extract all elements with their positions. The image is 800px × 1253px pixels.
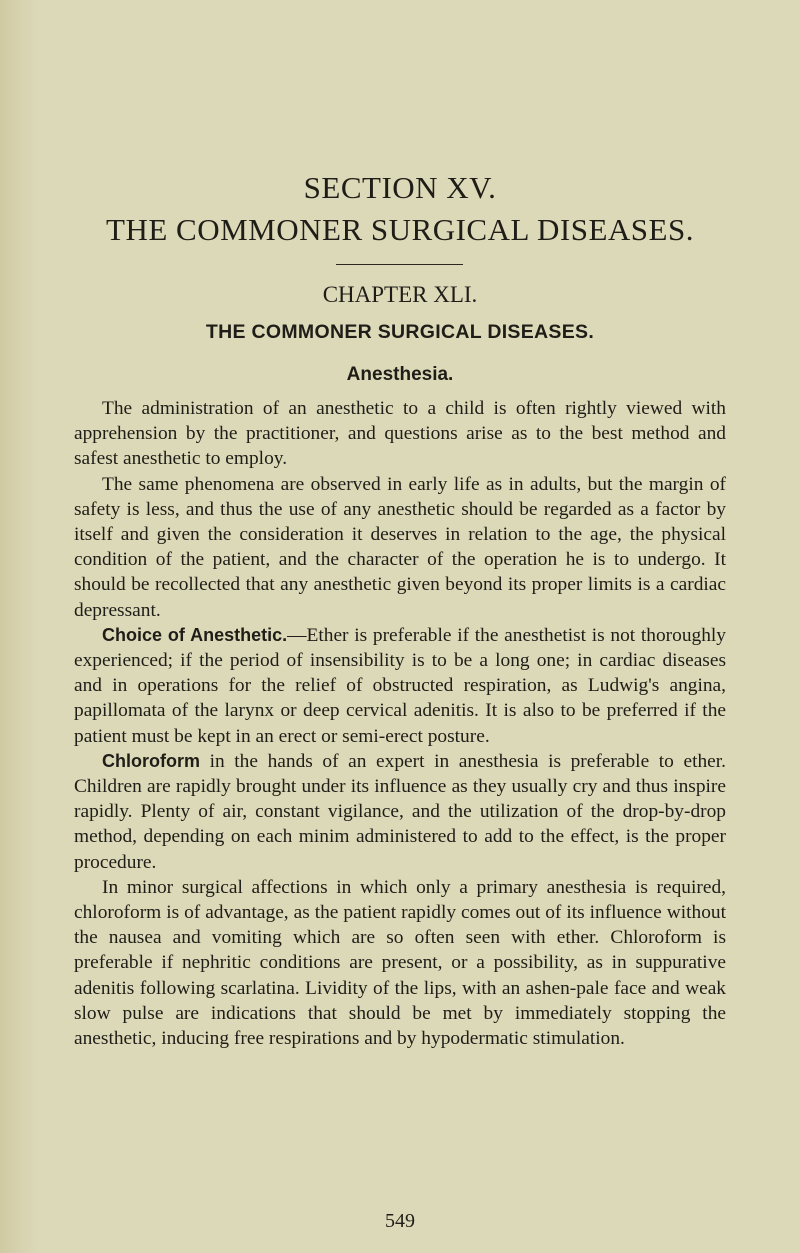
topic-heading: Anesthesia. [346, 364, 454, 385]
paragraph-text: The same phenomena are observed in early life as in adults, but the margin of safety is less, and thus the use of any anesthetic should be regarded as a factor by itself and given the consideration it deserves in relation to the age, the physical condition of the patient, and the character of the operation he is to undergo. It should be recollected that any anesthetic given beyond its proper limits is a cardiac depressant. [74, 473, 726, 621]
paragraph-2 [74, 472, 726, 623]
divider-rule [336, 264, 463, 265]
paragraph-4 [74, 749, 726, 875]
paragraph-1 [74, 396, 726, 472]
body-text [74, 396, 726, 1051]
section-heading: SECTION XV. [303, 170, 497, 205]
paragraph-text: The administration of an anesthetic to a child is often rightly viewed with apprehension by the practitioner, and questions arise as to the best method and safest anesthetic to employ. [74, 398, 726, 470]
paragraph-text: in the hands of an expert in anesthesia is preferable to ether. Children are rapidly brought under its influence as they usually cry and thus inspire rapidly. Plenty of air, constant vigilance, and the utilization of the drop-by-drop method, depending on each minim administered to add to the effect, is the proper procedure. [74, 750, 726, 873]
chapter-heading: CHAPTER XLI. [322, 282, 478, 307]
page-number: 549 [385, 1210, 415, 1232]
paragraph-text: In minor surgical affections in which only a primary anesthesia is required, chloroform is of advantage, as the patient rapidly comes out of its influence without the nausea and vomiting which are so often seen with ether. Chloroform is preferable if nephritic conditions are present, or a possibility, as in suppurative adenitis following scarlatina. Lividity of the lips, with an ashen-pale face and weak slow pulse are indications that should be met by immediately stopping the anesthetic, inducing free respirations and by hypodermatic stimulation. [74, 876, 726, 1050]
paragraph-5 [74, 875, 726, 1051]
chapter-title: THE COMMONER SURGICAL DISEASES. [205, 321, 595, 343]
paragraph-text: —Ether is preferable if the anesthetist is not thoroughly experienced; if the period of insensibility is to be a long one; in cardiac diseases and in operations for the relief of obstructed respiration, as Ludwig's angina, papillomata of the larynx or deep cervical adenitis. It is also to be preferred if the patient must be kept in an erect or semi-erect posture. [74, 624, 727, 747]
section-title: THE COMMONER SURGICAL DISEASES. [106, 212, 694, 247]
run-in-heading: Chloroform [102, 750, 200, 771]
run-in-heading: Choice of Anesthetic. [102, 624, 288, 645]
paragraph-3 [74, 623, 726, 749]
